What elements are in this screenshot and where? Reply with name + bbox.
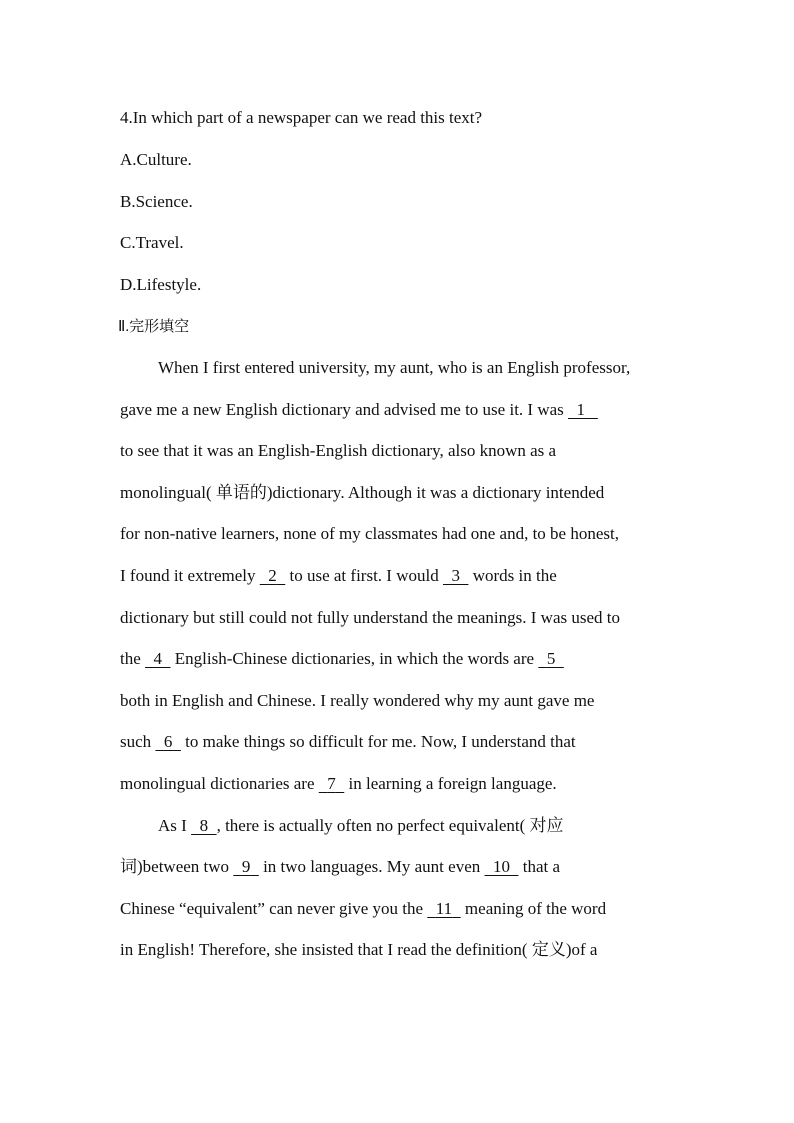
passage-text: gave me a new English dictionary and advised me to use it. I was — [120, 400, 569, 419]
passage-text: to make things so difficult for me. Now, I understand that — [180, 732, 576, 751]
passage-line — [120, 732, 576, 752]
passage-line — [120, 483, 604, 503]
passage-text: Chinese “equivalent” can never give you the — [120, 899, 428, 918]
passage-line — [120, 774, 557, 794]
passage-text: monolingual( 单语的)dictionary. Although it was a dictionary intended — [120, 483, 605, 502]
passage-text: English-Chinese dictionaries, in which the words are — [170, 649, 539, 668]
passage-line — [120, 857, 560, 877]
blank-4: 4 — [153, 649, 163, 668]
section-heading: Ⅱ.完形填空 — [118, 319, 190, 335]
passage-text: to see that it was an English-English dictionary, also known as a — [120, 441, 557, 460]
passage-text: the — [120, 649, 146, 668]
blank-3: 3 — [451, 566, 460, 585]
passage-text: 词)between two — [120, 857, 234, 876]
passage-text: for non-native learners, none of my classmates had one and, to be honest, — [120, 524, 619, 543]
passage-text: to use at first. I would — [285, 566, 443, 585]
passage-line — [120, 940, 597, 960]
passage-text: both in English and Chinese. I really wondered why my aunt gave me — [120, 691, 595, 710]
passage-text: As I — [158, 816, 192, 835]
passage-line — [120, 608, 620, 628]
blank-7: 7 — [327, 774, 336, 793]
passage-text: monolingual dictionaries are — [120, 774, 319, 793]
passage-line — [120, 400, 598, 420]
passage-text: I found it extremely — [120, 566, 260, 585]
blank-2: 2 — [268, 566, 277, 585]
option-d: D.Lifestyle. — [120, 275, 202, 294]
passage-line — [120, 899, 606, 919]
passage-text: in English! Therefore, she insisted that I read the definition( 定义)of a — [120, 940, 598, 959]
blank-1: 1 — [576, 400, 586, 419]
option-a: A.Culture. — [120, 150, 192, 169]
blank-11: 11 — [435, 899, 453, 918]
blank-10: 10 — [493, 857, 510, 876]
passage-text: words in the — [468, 566, 557, 585]
passage-line — [120, 691, 594, 711]
passage-text: , there is actually often no perfect equivalent( 对应 — [216, 816, 564, 835]
passage-line — [158, 816, 564, 836]
passage-text: in two languages. My aunt even — [258, 857, 485, 876]
passage-text: such — [120, 732, 156, 751]
passage-text: that a — [518, 857, 561, 876]
option-c: C.Travel. — [120, 233, 184, 252]
passage-text: meaning of the word — [460, 899, 607, 918]
question-stem: 4.In which part of a newspaper can we read this text? — [120, 108, 483, 127]
passage-line — [158, 358, 630, 378]
blank-8: 8 — [199, 816, 209, 835]
passage-text: dictionary but still could not fully understand the meanings. I was used to — [120, 608, 620, 627]
passage-line — [120, 524, 619, 544]
option-b: B.Science. — [120, 192, 193, 211]
passage-line — [120, 566, 557, 586]
passage-text: When I first entered university, my aunt, who is an English professor, — [158, 358, 631, 377]
passage-line — [120, 649, 564, 669]
blank-6: 6 — [163, 732, 173, 751]
passage-line — [120, 441, 556, 461]
passage-text: in learning a foreign language. — [344, 774, 557, 793]
blank-5: 5 — [546, 649, 556, 668]
blank-9: 9 — [241, 857, 251, 876]
